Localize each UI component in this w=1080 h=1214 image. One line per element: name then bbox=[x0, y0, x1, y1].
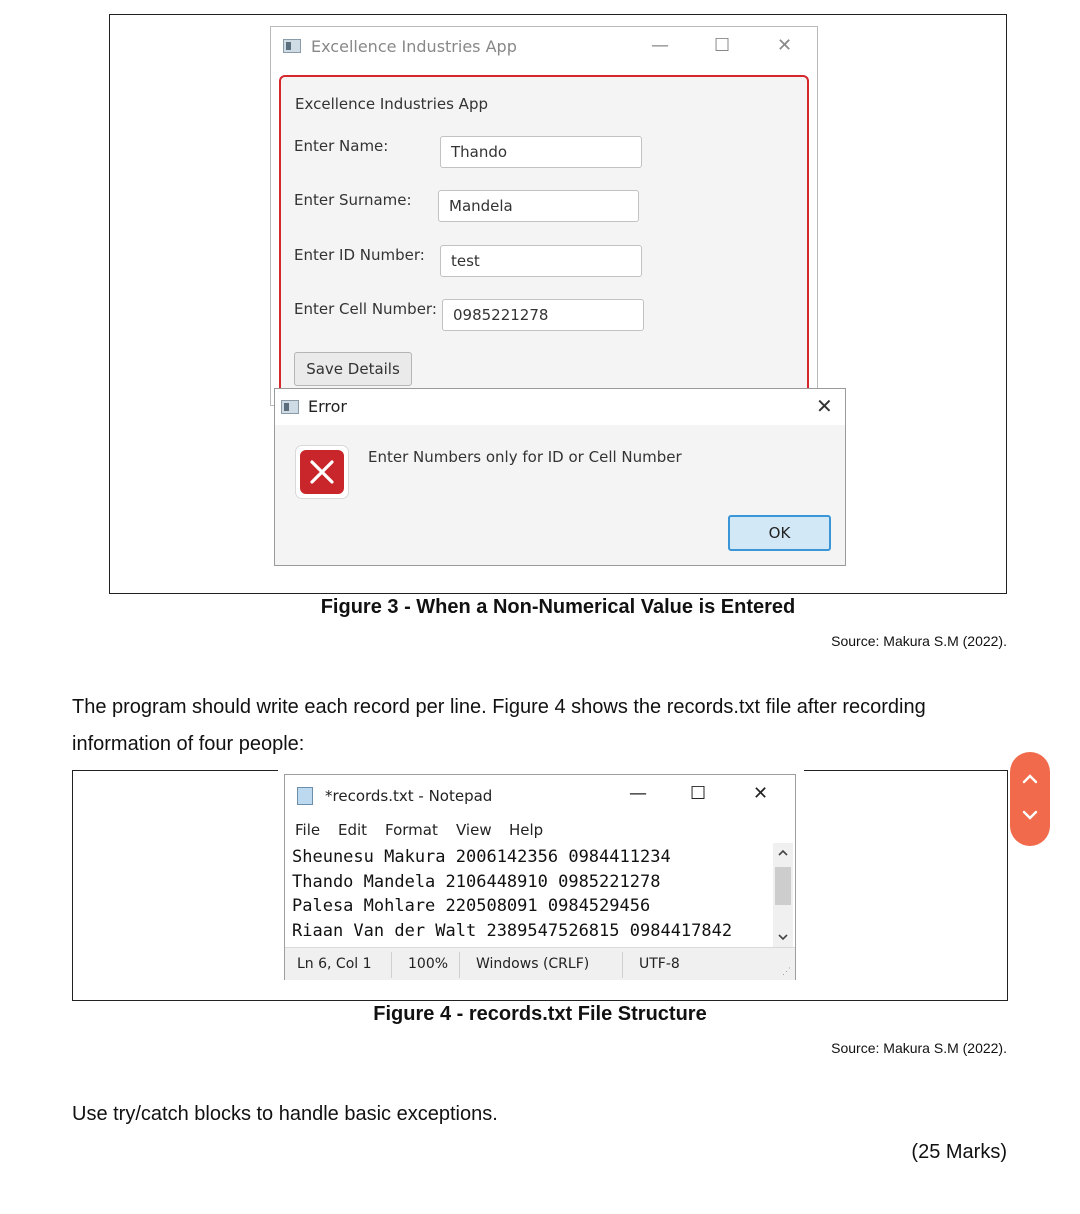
menu-file[interactable]: File bbox=[295, 821, 321, 839]
menu-view[interactable]: View bbox=[456, 821, 492, 839]
error-window-icon bbox=[281, 400, 299, 414]
menu-format[interactable]: Format bbox=[385, 821, 438, 839]
id-number-input[interactable]: test bbox=[440, 245, 642, 277]
resize-grip-icon[interactable]: ⋰ bbox=[782, 966, 791, 976]
record-line: Sheunesu Makura 2006142356 0984411234 bbox=[292, 847, 671, 867]
menu-help[interactable]: Help bbox=[509, 821, 544, 839]
form-heading: Excellence Industries App bbox=[295, 95, 488, 113]
paragraph-exceptions: Use try/catch blocks to handle basic exceptions. bbox=[72, 1103, 498, 1125]
app-titlebar bbox=[271, 27, 817, 67]
error-dialog-titlebar bbox=[275, 389, 845, 425]
surname-input[interactable]: Mandela bbox=[438, 190, 639, 222]
status-position: Ln 6, Col 1 bbox=[297, 956, 372, 972]
name-input[interactable]: Thando bbox=[440, 136, 642, 168]
ok-button[interactable]: OK bbox=[728, 515, 831, 551]
page-up-icon[interactable] bbox=[1022, 774, 1038, 784]
notepad-title: *records.txt - Notepad bbox=[325, 787, 493, 805]
record-line: Riaan Van der Walt 2389547526815 0984417842 bbox=[292, 921, 733, 941]
paragraph-records-description: The program should write each record per line. Figure 4 shows the records.txt file after recording information of four people: bbox=[72, 696, 926, 755]
cell-number-input[interactable]: 0985221278 bbox=[442, 299, 644, 331]
record-line: Thando Mandela 2106448910 0985221278 bbox=[292, 872, 661, 892]
error-message: Enter Numbers only for ID or Cell Number bbox=[368, 448, 682, 466]
scrollbar-thumb[interactable] bbox=[775, 867, 791, 905]
minimize-icon[interactable]: — bbox=[629, 783, 647, 804]
figure-4-source: Source: Makura S.M (2022). bbox=[831, 1040, 1007, 1056]
notepad-status-bar bbox=[285, 947, 795, 980]
close-icon[interactable]: ✕ bbox=[777, 35, 793, 56]
app-window-icon bbox=[283, 39, 301, 53]
notepad-icon bbox=[297, 787, 313, 805]
scroll-up-icon bbox=[778, 849, 788, 857]
vertical-scrollbar[interactable] bbox=[773, 843, 793, 947]
minimize-icon[interactable]: — bbox=[651, 35, 669, 56]
close-icon[interactable]: ✕ bbox=[816, 394, 833, 418]
surname-label: Enter Surname: bbox=[294, 191, 412, 209]
close-icon[interactable]: ✕ bbox=[753, 783, 769, 804]
error-dialog-title: Error bbox=[308, 397, 347, 416]
save-details-button[interactable]: Save Details bbox=[294, 352, 412, 386]
figure-3-caption: Figure 3 - When a Non-Numerical Value is Entered bbox=[320, 596, 796, 618]
page-scroll-widget bbox=[1010, 752, 1050, 846]
error-icon bbox=[295, 445, 349, 499]
cell-number-label: Enter Cell Number: bbox=[294, 300, 437, 318]
record-line: Palesa Mohlare 220508091 0984529456 bbox=[292, 896, 651, 916]
status-zoom: 100% bbox=[408, 956, 449, 972]
marks-label: (25 Marks) bbox=[911, 1141, 1007, 1163]
scroll-down-icon bbox=[778, 933, 788, 941]
maximize-icon[interactable]: ☐ bbox=[690, 783, 707, 804]
notepad-window bbox=[284, 774, 796, 980]
app-window-title: Excellence Industries App bbox=[311, 37, 517, 56]
notepad-text-area[interactable] bbox=[287, 843, 773, 947]
id-number-label: Enter ID Number: bbox=[294, 246, 425, 264]
status-encoding: UTF-8 bbox=[639, 956, 680, 972]
status-line-endings: Windows (CRLF) bbox=[476, 956, 590, 972]
error-dialog bbox=[274, 388, 846, 566]
menu-edit[interactable]: Edit bbox=[338, 821, 368, 839]
maximize-icon[interactable]: ☐ bbox=[714, 35, 731, 56]
name-label: Enter Name: bbox=[294, 137, 389, 155]
figure-4-caption: Figure 4 - records.txt File Structure bbox=[373, 1003, 707, 1025]
figure-3-source: Source: Makura S.M (2022). bbox=[831, 633, 1007, 649]
page-down-icon[interactable] bbox=[1022, 810, 1038, 820]
